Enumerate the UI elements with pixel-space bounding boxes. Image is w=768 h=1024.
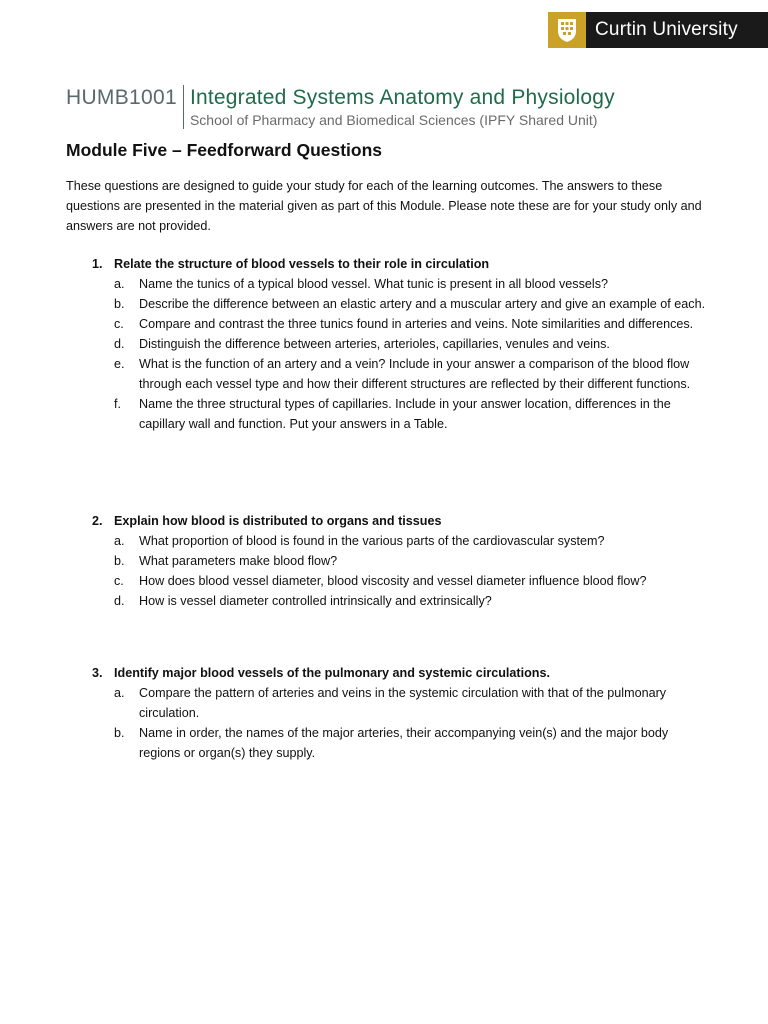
section-number: 1.	[92, 257, 103, 271]
list-item	[66, 314, 706, 334]
section-1	[66, 254, 706, 434]
item-letter: d.	[114, 337, 125, 351]
unit-header	[66, 84, 615, 129]
intro-paragraph: These questions are designed to guide your study for each of the learning outcomes. The answers to these questions are presented in the material given as part of this Module. Please note these are for your study only and answers are not provided.	[66, 179, 702, 233]
section-heading	[66, 511, 706, 531]
item-text: Compare and contrast the three tunics found in arteries and veins. Note similarities and differences.	[139, 317, 694, 331]
section-number: 3.	[92, 666, 103, 680]
page-title: Module Five – Feedforward Questions	[66, 140, 383, 160]
item-text: Name the tunics of a typical blood vessel. What tunic is present in all blood vessels?	[139, 277, 609, 291]
list-item	[66, 354, 706, 394]
item-text: Describe the difference between an elastic artery and a muscular artery and give an example of each.	[139, 297, 706, 311]
item-text: Name the three structural types of capillaries. Include in your answer location, differences in the capillary wall and function. Put your answers in a Table.	[139, 397, 671, 431]
item-text: What parameters make blood flow?	[139, 554, 338, 568]
list-item	[66, 723, 706, 763]
list-item	[66, 531, 706, 551]
unit-school: School of Pharmacy and Biomedical Sciences (IPFY Shared Unit)	[189, 112, 598, 128]
item-letter: a.	[114, 534, 125, 548]
item-letter: f.	[114, 397, 121, 411]
item-letter: b.	[114, 726, 125, 740]
item-letter: d.	[114, 594, 125, 608]
item-letter: b.	[114, 297, 125, 311]
item-letter: c.	[114, 317, 124, 331]
item-text: How is vessel diameter controlled intrinsically and extrinsically?	[139, 594, 492, 608]
list-item	[66, 274, 706, 294]
crest-icon	[548, 12, 586, 48]
list-item	[66, 334, 706, 354]
item-letter: a.	[114, 686, 125, 700]
list-item	[66, 394, 706, 434]
list-item	[66, 591, 706, 611]
section-heading	[66, 254, 706, 274]
section-2	[66, 511, 706, 611]
item-letter: b.	[114, 554, 125, 568]
section-3	[66, 663, 706, 763]
section-title: Relate the structure of blood vessels to their role in circulation	[114, 257, 490, 271]
item-text: Name in order, the names of the major arteries, their accompanying vein(s) and the major body regions or organ(s) they supply.	[139, 726, 669, 760]
item-text: How does blood vessel diameter, blood viscosity and vessel diameter influence blood flow?	[139, 574, 647, 588]
item-text: Compare the pattern of arteries and veins in the systemic circulation with that of the pulmonary circulation.	[139, 686, 667, 720]
section-title: Explain how blood is distributed to organs and tissues	[114, 514, 442, 528]
curtin-logo	[548, 12, 768, 48]
item-letter: c.	[114, 574, 124, 588]
item-text: What is the function of an artery and a vein? Include in your answer a comparison of the blood flow through each vessel type and how their different structures are reflected by their different functions.	[139, 357, 691, 391]
logo-wordmark: Curtin University	[595, 19, 738, 40]
unit-code: HUMB1001	[66, 86, 177, 109]
item-text: Distinguish the difference between arteries, arterioles, capillaries, venules and veins.	[139, 337, 610, 351]
item-letter: e.	[114, 357, 125, 371]
list-item	[66, 683, 706, 723]
item-text: What proportion of blood is found in the various parts of the cardiovascular system?	[139, 534, 605, 548]
section-heading	[66, 663, 706, 683]
section-title: Identify major blood vessels of the pulmonary and systemic circulations.	[114, 666, 550, 680]
item-letter: a.	[114, 277, 125, 291]
list-item	[66, 551, 706, 571]
section-number: 2.	[92, 514, 103, 528]
unit-title: Integrated Systems Anatomy and Physiology	[189, 86, 615, 109]
list-item	[66, 294, 706, 314]
list-item	[66, 571, 706, 591]
